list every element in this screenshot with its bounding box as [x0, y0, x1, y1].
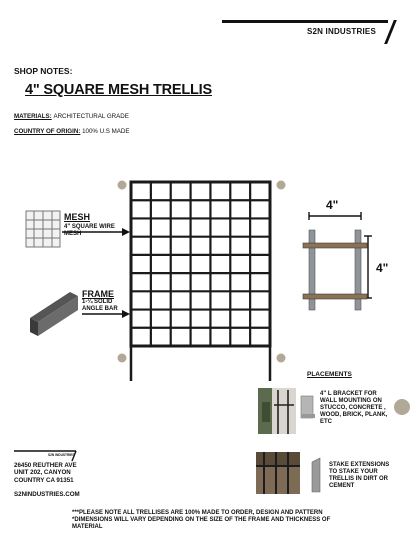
- mesh-desc-line-2: MESH: [64, 231, 82, 237]
- frame-desc-line-2: ANGLE BAR: [82, 306, 118, 312]
- bracket-line-5: ETC: [320, 419, 332, 425]
- frame-title: FRAME: [82, 289, 114, 299]
- brand-name: S2N INDUSTRIES: [306, 27, 376, 36]
- placements-heading: PLACEMENTS: [307, 371, 352, 378]
- bracket-line-2: WALL MOUNTING ON: [320, 398, 382, 404]
- stake-photo: [256, 452, 320, 494]
- stake-description: [329, 462, 409, 490]
- stake-line-1: STAKE EXTENSIONS: [329, 462, 390, 468]
- frame-desc: [82, 299, 118, 313]
- website-link[interactable]: S2NINDUSTRIES.COM: [14, 491, 80, 498]
- bracket-line-1: 4" L BRACKET FOR: [320, 391, 377, 397]
- address-line-2: UNIT 202, CANYON: [14, 469, 71, 477]
- address-line-1: 26450 REUTHER AVE: [14, 462, 77, 469]
- bracket-line-4: WOOD, BRICK, PLANK,: [320, 412, 388, 418]
- origin-value: 100% U.S MADE: [82, 128, 130, 135]
- footer-notes: [72, 510, 372, 531]
- mesh-title: MESH: [64, 212, 91, 222]
- shop-notes-heading: SHOP NOTES:: [14, 66, 73, 76]
- corner-dot-bottom-right: [277, 354, 286, 363]
- corner-dot-top-left: [118, 181, 127, 190]
- mesh-desc-line-1: 4" SQUARE WIRE: [64, 224, 115, 230]
- dimension-width-label: 4": [326, 198, 339, 212]
- bracket-line-3: STUCCO, CONCRETE ,: [320, 405, 386, 411]
- trellis-mesh: [131, 182, 270, 346]
- mesh-sample-icon: [26, 211, 60, 247]
- stake-line-2: TO STAKE YOUR: [329, 469, 378, 475]
- angle-bar-icon: [30, 292, 78, 336]
- origin-label: COUNTRY OF ORIGIN:: [14, 128, 81, 135]
- mesh-desc: [64, 224, 115, 238]
- frame-desc-line-1: 1-¼ SOLID: [82, 299, 113, 305]
- corner-dot-top-right: [277, 181, 286, 190]
- square-detail: [303, 212, 372, 310]
- corner-dot-bottom-left: [118, 354, 127, 363]
- address-block: [14, 462, 77, 484]
- footer-line-3: MATERIAL: [72, 524, 103, 530]
- page-title: 4" SQUARE MESH TRELLIS: [25, 82, 212, 98]
- stake-line-4: CEMENT: [329, 483, 355, 489]
- footer-line-1: ***PLEASE NOTE ALL TRELLISES ARE 100% MADE TO ORDER, DESIGN AND PATTERN: [72, 510, 323, 516]
- materials-label: MATERIALS:: [14, 113, 52, 120]
- address-line-3: COUNTRY CA 91351: [14, 476, 74, 484]
- footer-line-2: *DIMENSIONS WILL VARY DEPENDING ON THE SIZE OF THE FRAME AND THICKNESS OF: [72, 517, 331, 523]
- dimension-height-label: 4": [376, 261, 389, 275]
- materials-value: ARCHITECTURAL GRADE: [53, 113, 129, 120]
- bracket-description: [320, 391, 400, 426]
- stake-line-3: TRELLIS IN DIRT OR: [329, 476, 388, 482]
- small-logo-text: S2N INDUSTRIES: [48, 453, 75, 457]
